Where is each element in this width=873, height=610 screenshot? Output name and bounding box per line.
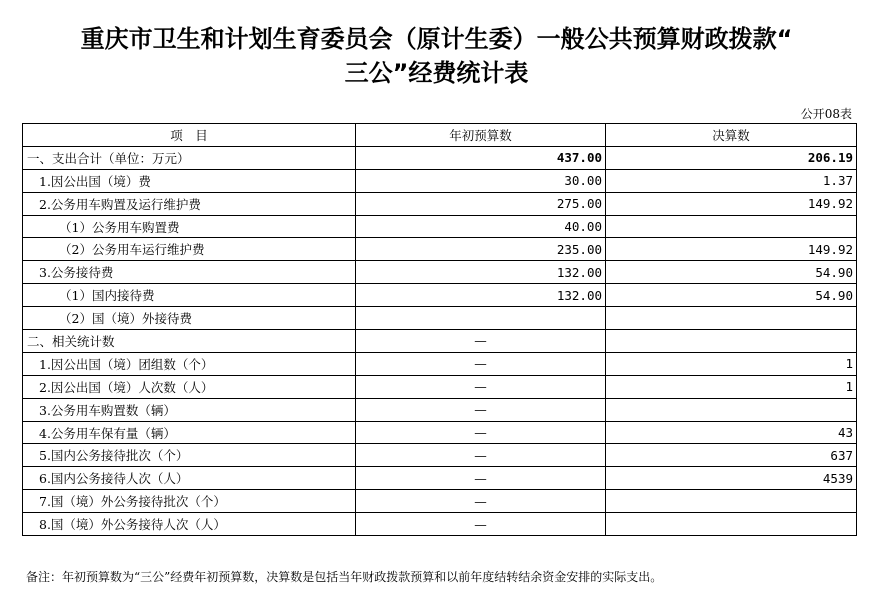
- row-item: 4.公务用车保有量（辆）: [23, 421, 356, 444]
- table-row: [23, 467, 857, 490]
- row-budget: —: [356, 421, 606, 444]
- row-item: 1.因公出国（境）团组数（个）: [23, 352, 356, 375]
- row-budget: 132.00: [356, 284, 606, 307]
- header-budget: 年初预算数: [356, 124, 606, 147]
- header-final: 决算数: [606, 124, 857, 147]
- row-final: 637: [606, 444, 857, 467]
- row-item: 2.公务用车购置及运行维护费: [23, 192, 356, 215]
- table-row: [23, 307, 857, 330]
- table-row: [23, 398, 857, 421]
- table-header-row: [23, 124, 857, 147]
- table-row: [23, 421, 857, 444]
- title-line-2: 三公”经费统计表: [344, 59, 529, 87]
- row-budget: 235.00: [356, 238, 606, 261]
- table-id: 公开08表: [800, 107, 852, 121]
- statistics-table: [22, 123, 857, 536]
- table-row: [23, 444, 857, 467]
- table-row: [23, 215, 857, 238]
- row-budget: 30.00: [356, 169, 606, 192]
- row-item: 3.公务用车购置数（辆）: [23, 398, 356, 421]
- row-budget: —: [356, 490, 606, 513]
- row-final: [606, 330, 857, 353]
- row-final: 43: [606, 421, 857, 444]
- header-item: 项 目: [23, 124, 356, 147]
- page-title: [0, 22, 873, 90]
- row-budget: 132.00: [356, 261, 606, 284]
- table-row: [23, 261, 857, 284]
- row-final: 1: [606, 375, 857, 398]
- row-final: 4539: [606, 467, 857, 490]
- row-final: 54.90: [606, 261, 857, 284]
- table-row: [23, 490, 857, 513]
- row-budget: 437.00: [356, 146, 606, 169]
- row-final: 149.92: [606, 192, 857, 215]
- row-budget: —: [356, 398, 606, 421]
- row-final: 206.19: [606, 146, 857, 169]
- row-budget: —: [356, 330, 606, 353]
- row-budget: —: [356, 375, 606, 398]
- table-row: [23, 169, 857, 192]
- row-final: 149.92: [606, 238, 857, 261]
- row-final: 54.90: [606, 284, 857, 307]
- row-budget: 40.00: [356, 215, 606, 238]
- row-item: 3.公务接待费: [23, 261, 356, 284]
- row-final: [606, 513, 857, 536]
- row-item: 二、相关统计数: [23, 330, 356, 353]
- row-final: [606, 398, 857, 421]
- row-item: 8.国（境）外公务接待人次（人）: [23, 513, 356, 536]
- table-row: [23, 238, 857, 261]
- table-row: [23, 284, 857, 307]
- row-budget: —: [356, 513, 606, 536]
- row-item: （2）国（境）外接待费: [23, 307, 356, 330]
- row-budget: —: [356, 352, 606, 375]
- footnote: 备注：年初预算数为“三公”经费年初预算数，决算数是包括当年财政拨款预算和以前年度结转结余资金安排的实际支出。: [26, 570, 663, 584]
- row-item: 5.国内公务接待批次（个）: [23, 444, 356, 467]
- row-budget: [356, 307, 606, 330]
- row-item: （1）公务用车购置费: [23, 215, 356, 238]
- row-item: （1）国内接待费: [23, 284, 356, 307]
- title-line-1: 重庆市卫生和计划生育委员会（原计生委）一般公共预算财政拨款“: [80, 25, 793, 53]
- row-budget: —: [356, 444, 606, 467]
- table-row: [23, 352, 857, 375]
- row-item: 1.因公出国（境）费: [23, 169, 356, 192]
- row-item: 2.因公出国（境）人次数（人）: [23, 375, 356, 398]
- table-row: [23, 192, 857, 215]
- table-row: [23, 375, 857, 398]
- row-item: 一、支出合计（单位：万元）: [23, 146, 356, 169]
- table-row: [23, 146, 857, 169]
- row-budget: 275.00: [356, 192, 606, 215]
- row-item: 6.国内公务接待人次（人）: [23, 467, 356, 490]
- row-final: 1: [606, 352, 857, 375]
- row-item: 7.国（境）外公务接待批次（个）: [23, 490, 356, 513]
- row-final: [606, 215, 857, 238]
- row-item: （2）公务用车运行维护费: [23, 238, 356, 261]
- row-final: [606, 490, 857, 513]
- row-budget: —: [356, 467, 606, 490]
- row-final: [606, 307, 857, 330]
- row-final: 1.37: [606, 169, 857, 192]
- table-row: [23, 330, 857, 353]
- table-row: [23, 513, 857, 536]
